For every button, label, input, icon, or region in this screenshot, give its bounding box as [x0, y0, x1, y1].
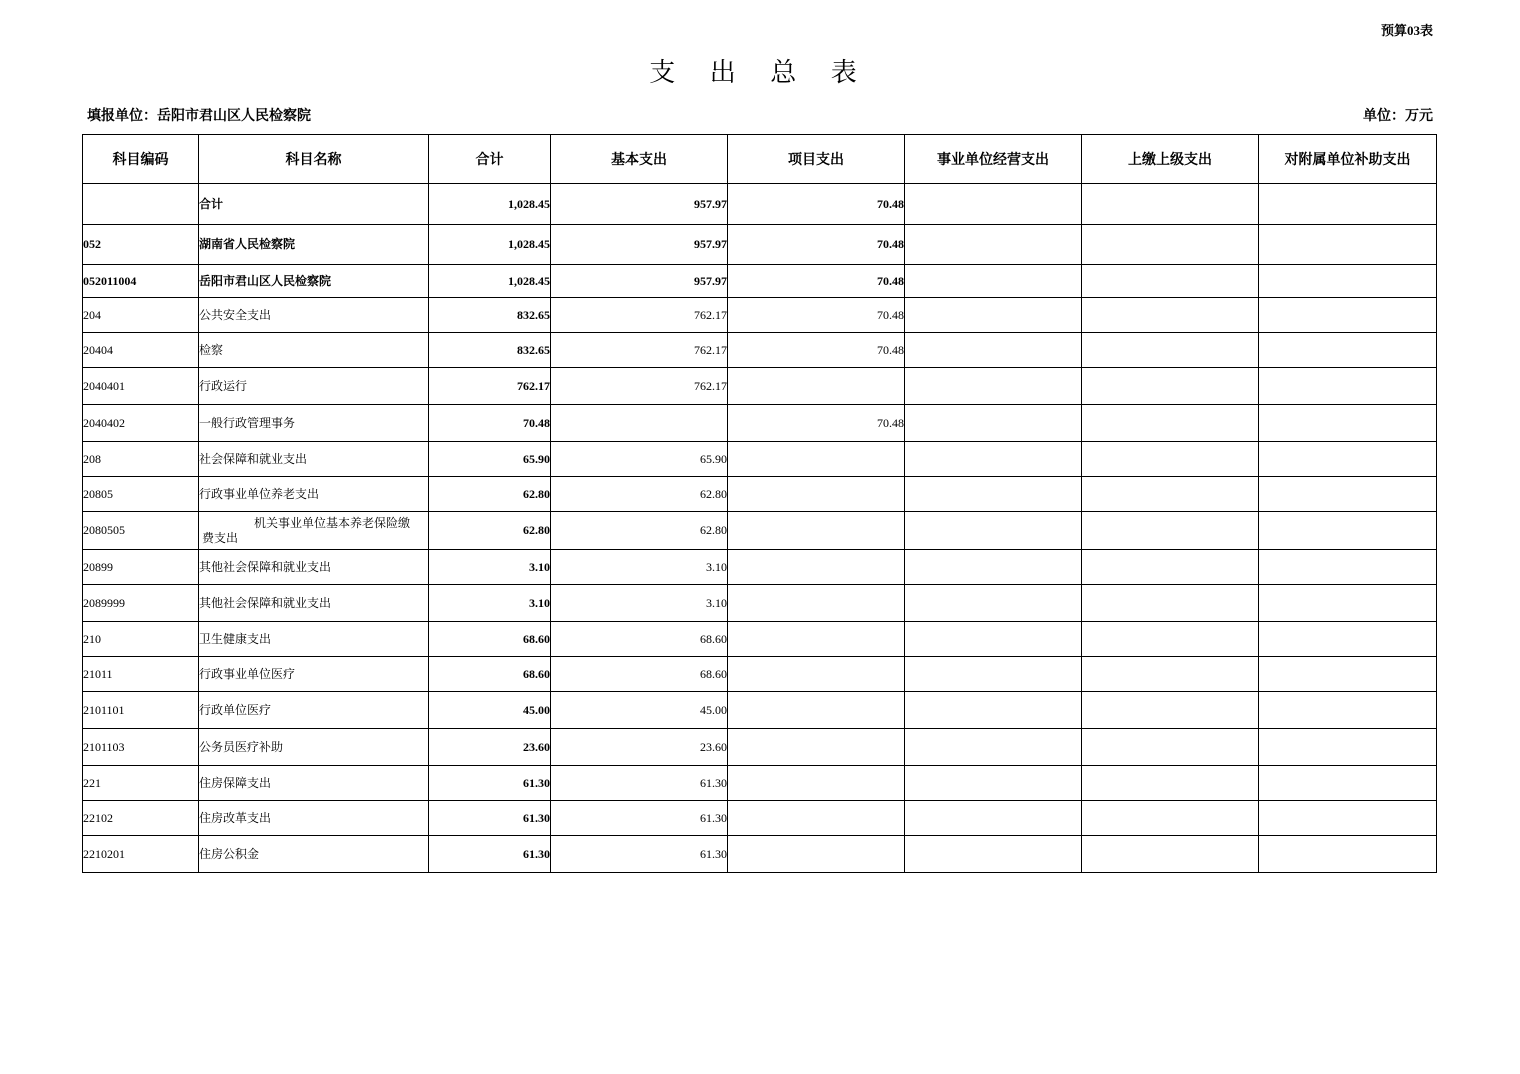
subsidy-amount-cell [1259, 405, 1437, 442]
subject-code-cell: 208 [83, 442, 199, 477]
business-amount-cell [905, 184, 1082, 225]
basic-amount-cell: 61.30 [551, 766, 728, 801]
subject-code-cell: 2089999 [83, 585, 199, 622]
currency-unit: 单位：万元 [1363, 109, 1433, 124]
subject-code-cell: 210 [83, 622, 199, 657]
basic-amount-cell: 68.60 [551, 622, 728, 657]
subject-name-cell: 公务员医疗补助 [199, 729, 429, 766]
subject-code-cell: 21011 [83, 657, 199, 692]
table-row [83, 766, 1437, 801]
column-header: 上缴上级支出 [1082, 135, 1259, 184]
upper-amount-cell [1082, 585, 1259, 622]
column-header: 合计 [429, 135, 551, 184]
basic-amount-cell: 762.17 [551, 368, 728, 405]
basic-amount-cell: 762.17 [551, 298, 728, 333]
subsidy-amount-cell [1259, 442, 1437, 477]
upper-amount-cell [1082, 298, 1259, 333]
subsidy-amount-cell [1259, 766, 1437, 801]
project-amount-cell: 70.48 [728, 184, 905, 225]
business-amount-cell [905, 801, 1082, 836]
reporting-unit: 填报单位：岳阳市君山区人民检察院 [87, 109, 311, 124]
upper-amount-cell [1082, 512, 1259, 550]
upper-amount-cell [1082, 550, 1259, 585]
subject-code-cell: 2101103 [83, 729, 199, 766]
total-amount-cell: 68.60 [429, 622, 551, 657]
business-amount-cell [905, 265, 1082, 298]
column-header: 科目名称 [199, 135, 429, 184]
subject-code-cell: 2040401 [83, 368, 199, 405]
basic-amount-cell: 957.97 [551, 184, 728, 225]
project-amount-cell [728, 766, 905, 801]
total-amount-cell: 62.80 [429, 477, 551, 512]
project-amount-cell [728, 801, 905, 836]
subsidy-amount-cell [1259, 622, 1437, 657]
project-amount-cell [728, 622, 905, 657]
total-amount-cell: 1,028.45 [429, 225, 551, 265]
business-amount-cell [905, 333, 1082, 368]
upper-amount-cell [1082, 225, 1259, 265]
upper-amount-cell [1082, 265, 1259, 298]
subject-code-cell [83, 184, 199, 225]
subsidy-amount-cell [1259, 657, 1437, 692]
table-row [83, 836, 1437, 873]
table-row [83, 692, 1437, 729]
table-row [83, 512, 1437, 550]
basic-amount-cell: 62.80 [551, 512, 728, 550]
table-row [83, 225, 1437, 265]
basic-amount-cell: 3.10 [551, 550, 728, 585]
business-amount-cell [905, 512, 1082, 550]
table-row [83, 622, 1437, 657]
table-row [83, 477, 1437, 512]
total-amount-cell: 45.00 [429, 692, 551, 729]
table-row [83, 368, 1437, 405]
subject-name-cell: 社会保障和就业支出 [199, 442, 429, 477]
subject-code-cell: 22102 [83, 801, 199, 836]
project-amount-cell: 70.48 [728, 405, 905, 442]
project-amount-cell [728, 550, 905, 585]
total-amount-cell: 832.65 [429, 298, 551, 333]
subject-code-cell: 2080505 [83, 512, 199, 550]
project-amount-cell [728, 692, 905, 729]
subject-name-cell: 其他社会保障和就业支出 [199, 585, 429, 622]
subject-name-cell: 行政事业单位医疗 [199, 657, 429, 692]
upper-amount-cell [1082, 405, 1259, 442]
project-amount-cell: 70.48 [728, 225, 905, 265]
table-row [83, 184, 1437, 225]
expenditure-table [82, 134, 1437, 873]
subject-code-cell: 2040402 [83, 405, 199, 442]
subsidy-amount-cell [1259, 836, 1437, 873]
column-header: 事业单位经营支出 [905, 135, 1082, 184]
subsidy-amount-cell [1259, 512, 1437, 550]
subsidy-amount-cell [1259, 333, 1437, 368]
subject-name-cell: 机关事业单位基本养老保险缴费支出 [199, 512, 429, 550]
total-amount-cell: 70.48 [429, 405, 551, 442]
subsidy-amount-cell [1259, 184, 1437, 225]
subject-name-cell: 行政单位医疗 [199, 692, 429, 729]
basic-amount-cell: 762.17 [551, 333, 728, 368]
table-row [83, 442, 1437, 477]
project-amount-cell [728, 836, 905, 873]
project-amount-cell [728, 512, 905, 550]
business-amount-cell [905, 836, 1082, 873]
table-row [83, 657, 1437, 692]
upper-amount-cell [1082, 729, 1259, 766]
business-amount-cell [905, 692, 1082, 729]
business-amount-cell [905, 368, 1082, 405]
subsidy-amount-cell [1259, 368, 1437, 405]
total-amount-cell: 62.80 [429, 512, 551, 550]
upper-amount-cell [1082, 442, 1259, 477]
subject-code-cell: 052 [83, 225, 199, 265]
subsidy-amount-cell [1259, 265, 1437, 298]
basic-amount-cell: 65.90 [551, 442, 728, 477]
subject-name-cell: 合计 [199, 184, 429, 225]
table-row [83, 585, 1437, 622]
basic-amount-cell [551, 405, 728, 442]
business-amount-cell [905, 298, 1082, 333]
project-amount-cell [728, 729, 905, 766]
subject-code-cell: 204 [83, 298, 199, 333]
business-amount-cell [905, 766, 1082, 801]
subsidy-amount-cell [1259, 225, 1437, 265]
total-amount-cell: 65.90 [429, 442, 551, 477]
total-amount-cell: 61.30 [429, 836, 551, 873]
upper-amount-cell [1082, 477, 1259, 512]
subsidy-amount-cell [1259, 298, 1437, 333]
subject-name-cell: 其他社会保障和就业支出 [199, 550, 429, 585]
upper-amount-cell [1082, 184, 1259, 225]
subject-code-cell: 2210201 [83, 836, 199, 873]
project-amount-cell: 70.48 [728, 333, 905, 368]
subject-name-cell: 住房公积金 [199, 836, 429, 873]
total-amount-cell: 1,028.45 [429, 265, 551, 298]
subsidy-amount-cell [1259, 692, 1437, 729]
project-amount-cell [728, 477, 905, 512]
project-amount-cell: 70.48 [728, 265, 905, 298]
upper-amount-cell [1082, 657, 1259, 692]
column-header: 项目支出 [728, 135, 905, 184]
subject-name-cell: 公共安全支出 [199, 298, 429, 333]
subject-name-cell: 岳阳市君山区人民检察院 [199, 265, 429, 298]
total-amount-cell: 1,028.45 [429, 184, 551, 225]
basic-amount-cell: 957.97 [551, 225, 728, 265]
column-header: 科目编码 [83, 135, 199, 184]
upper-amount-cell [1082, 692, 1259, 729]
project-amount-cell [728, 657, 905, 692]
business-amount-cell [905, 442, 1082, 477]
business-amount-cell [905, 585, 1082, 622]
table-row [83, 265, 1437, 298]
subject-name-cell: 住房改革支出 [199, 801, 429, 836]
total-amount-cell: 61.30 [429, 766, 551, 801]
basic-amount-cell: 23.60 [551, 729, 728, 766]
subsidy-amount-cell [1259, 585, 1437, 622]
business-amount-cell [905, 622, 1082, 657]
table-row [83, 405, 1437, 442]
subject-code-cell: 221 [83, 766, 199, 801]
table-row [83, 729, 1437, 766]
project-amount-cell [728, 368, 905, 405]
project-amount-cell [728, 442, 905, 477]
subject-code-cell: 2101101 [83, 692, 199, 729]
total-amount-cell: 23.60 [429, 729, 551, 766]
basic-amount-cell: 45.00 [551, 692, 728, 729]
project-amount-cell: 70.48 [728, 298, 905, 333]
subject-code-cell: 20899 [83, 550, 199, 585]
basic-amount-cell: 68.60 [551, 657, 728, 692]
basic-amount-cell: 62.80 [551, 477, 728, 512]
subject-code-cell: 20404 [83, 333, 199, 368]
basic-amount-cell: 957.97 [551, 265, 728, 298]
total-amount-cell: 68.60 [429, 657, 551, 692]
basic-amount-cell: 61.30 [551, 801, 728, 836]
subject-name-cell: 一般行政管理事务 [199, 405, 429, 442]
total-amount-cell: 3.10 [429, 550, 551, 585]
subject-name-cell: 检察 [199, 333, 429, 368]
project-amount-cell [728, 585, 905, 622]
upper-amount-cell [1082, 836, 1259, 873]
table-header-row [83, 135, 1437, 184]
total-amount-cell: 3.10 [429, 585, 551, 622]
table-row [83, 298, 1437, 333]
upper-amount-cell [1082, 766, 1259, 801]
subsidy-amount-cell [1259, 729, 1437, 766]
business-amount-cell [905, 550, 1082, 585]
basic-amount-cell: 61.30 [551, 836, 728, 873]
total-amount-cell: 762.17 [429, 368, 551, 405]
subject-code-cell: 20805 [83, 477, 199, 512]
business-amount-cell [905, 405, 1082, 442]
basic-amount-cell: 3.10 [551, 585, 728, 622]
subsidy-amount-cell [1259, 477, 1437, 512]
subject-name-cell: 行政运行 [199, 368, 429, 405]
subject-name-cell: 行政事业单位养老支出 [199, 477, 429, 512]
table-row [83, 801, 1437, 836]
total-amount-cell: 832.65 [429, 333, 551, 368]
subject-name-cell: 卫生健康支出 [199, 622, 429, 657]
subject-name-cell: 湖南省人民检察院 [199, 225, 429, 265]
table-row [83, 550, 1437, 585]
total-amount-cell: 61.30 [429, 801, 551, 836]
column-header: 基本支出 [551, 135, 728, 184]
subsidy-amount-cell [1259, 550, 1437, 585]
form-code: 预算03表 [1380, 23, 1433, 38]
upper-amount-cell [1082, 622, 1259, 657]
business-amount-cell [905, 225, 1082, 265]
business-amount-cell [905, 729, 1082, 766]
subject-name-cell: 住房保障支出 [199, 766, 429, 801]
upper-amount-cell [1082, 333, 1259, 368]
subsidy-amount-cell [1259, 801, 1437, 836]
upper-amount-cell [1082, 368, 1259, 405]
business-amount-cell [905, 657, 1082, 692]
page-title: 支 出 总 表 [649, 58, 871, 87]
subject-code-cell: 052011004 [83, 265, 199, 298]
column-header: 对附属单位补助支出 [1259, 135, 1437, 184]
business-amount-cell [905, 477, 1082, 512]
upper-amount-cell [1082, 801, 1259, 836]
table-row [83, 333, 1437, 368]
